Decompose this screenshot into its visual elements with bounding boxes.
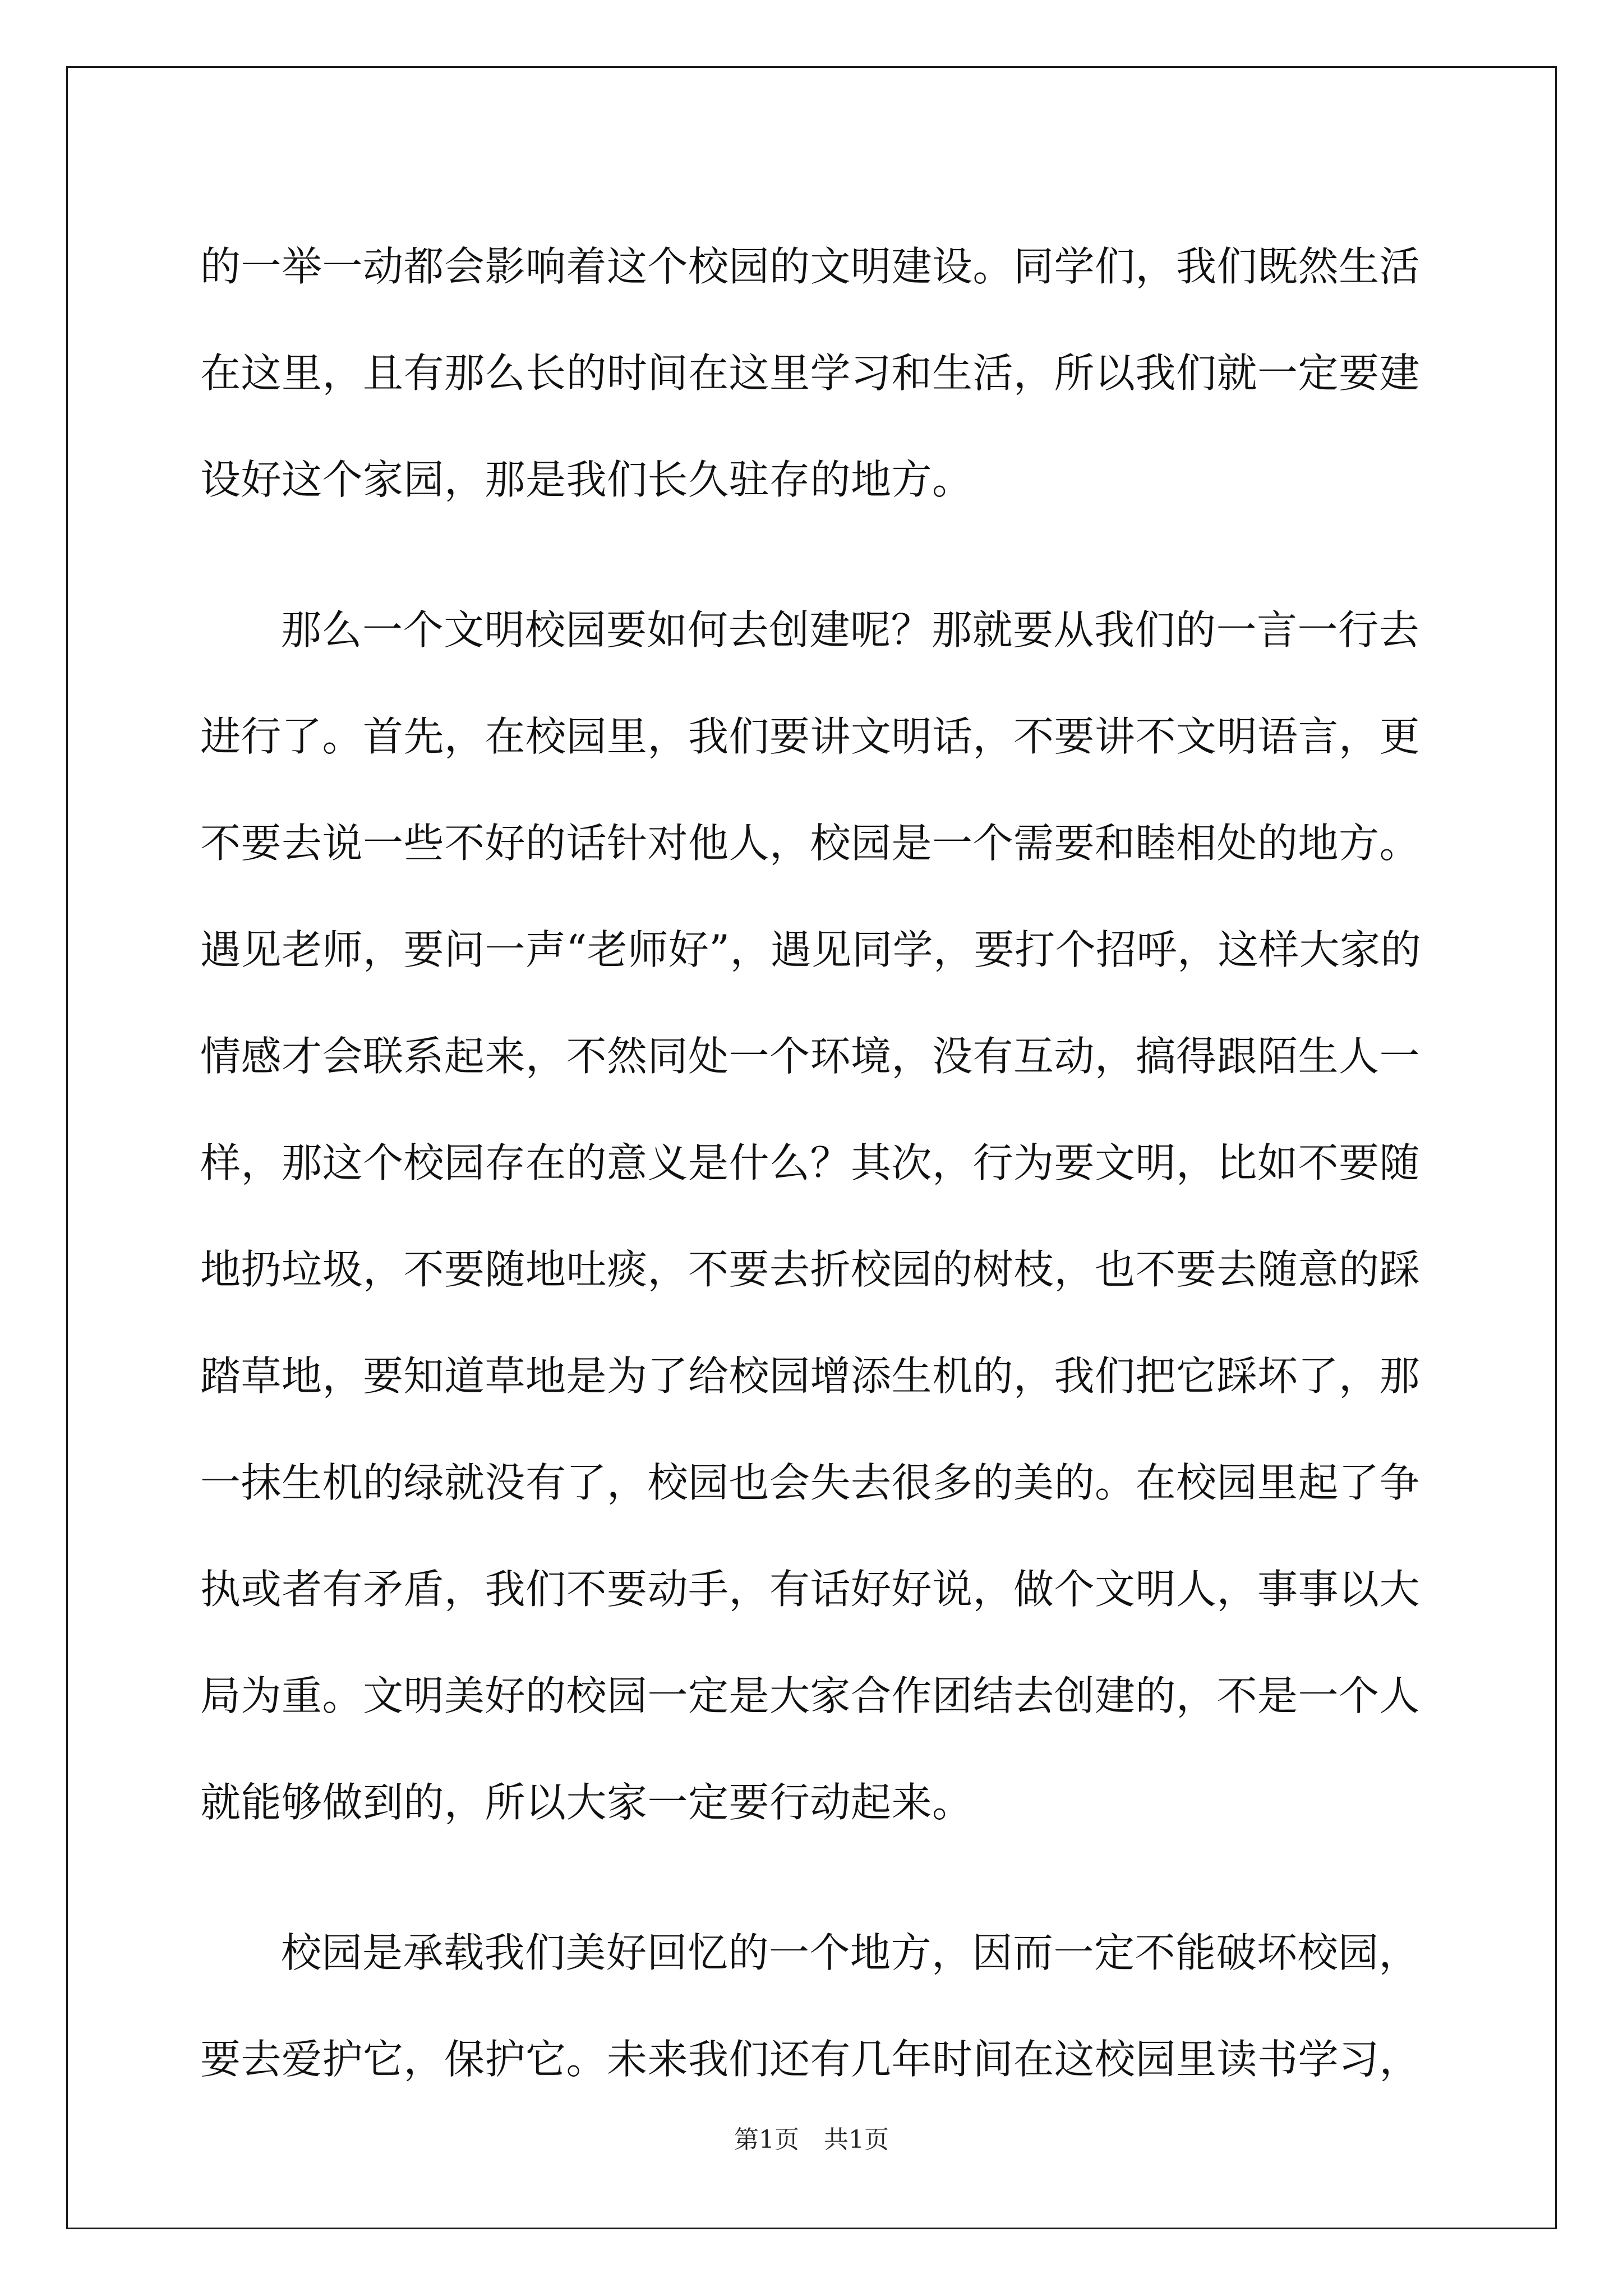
text-line: 进行了。首先，在校园里，我们要讲文明话，不要讲不文明语言，更 [200,713,1421,760]
document-body [200,213,1434,2113]
text-line: 踏草地，要知道草地是为了给校园增添生机的，我们把它踩坏了，那 [200,1352,1421,1400]
text-line: 一抹生机的绿就没有了，校园也会失去很多的美的。在校园里起了争 [200,1459,1421,1506]
text-line: 不要去说一些不好的话针对他人，校园是一个需要和睦相处的地方。 [200,820,1421,867]
paragraph-gap [200,1856,1434,1899]
paragraph-gap [200,533,1434,577]
text-line: 地扔垃圾，不要随地吐痰，不要去折校园的树枝，也不要去随意的踩 [200,1246,1421,1293]
text-line: 遇见老师，要问一声“老师好”，遇见同学，要打个招呼，这样大家的 [200,926,1422,973]
text-line: 局为重。文明美好的校园一定是大家合作团结去创建的，不是一个人 [200,1672,1421,1719]
text-line: 要去爱护它，保护它。未来我们还有几年时间在这校园里读书学习， [200,2036,1421,2083]
text-line: 设好这个家园，那是我们长久驻存的地方。 [200,456,973,503]
text-line: 的一举一动都会影响着这个校园的文明建设。同学们，我们既然生活 [200,243,1421,290]
page-footer: 第1页 共1页 [734,2125,889,2154]
text-line: 执或者有矛盾，我们不要动手，有话好好说，做个文明人，事事以大 [200,1566,1421,1613]
text-line: 校园是承载我们美好回忆的一个地方，因而一定不能破坏校园， [281,1929,1420,1976]
text-line: 就能够做到的，所以大家一定要行动起来。 [200,1779,973,1826]
text-line: 在这里，且有那么长的时间在这里学习和生活，所以我们就一定要建 [200,349,1421,397]
text-line: 情感才会联系起来，不然同处一个环境，没有互动，搞得跟陌生人一 [200,1033,1421,1080]
text-line: 样，那这个校园存在的意义是什么？其次，行为要文明，比如不要随 [200,1139,1421,1186]
text-line: 那么一个文明校园要如何去创建呢？那就要从我们的一言一行去 [281,606,1420,654]
